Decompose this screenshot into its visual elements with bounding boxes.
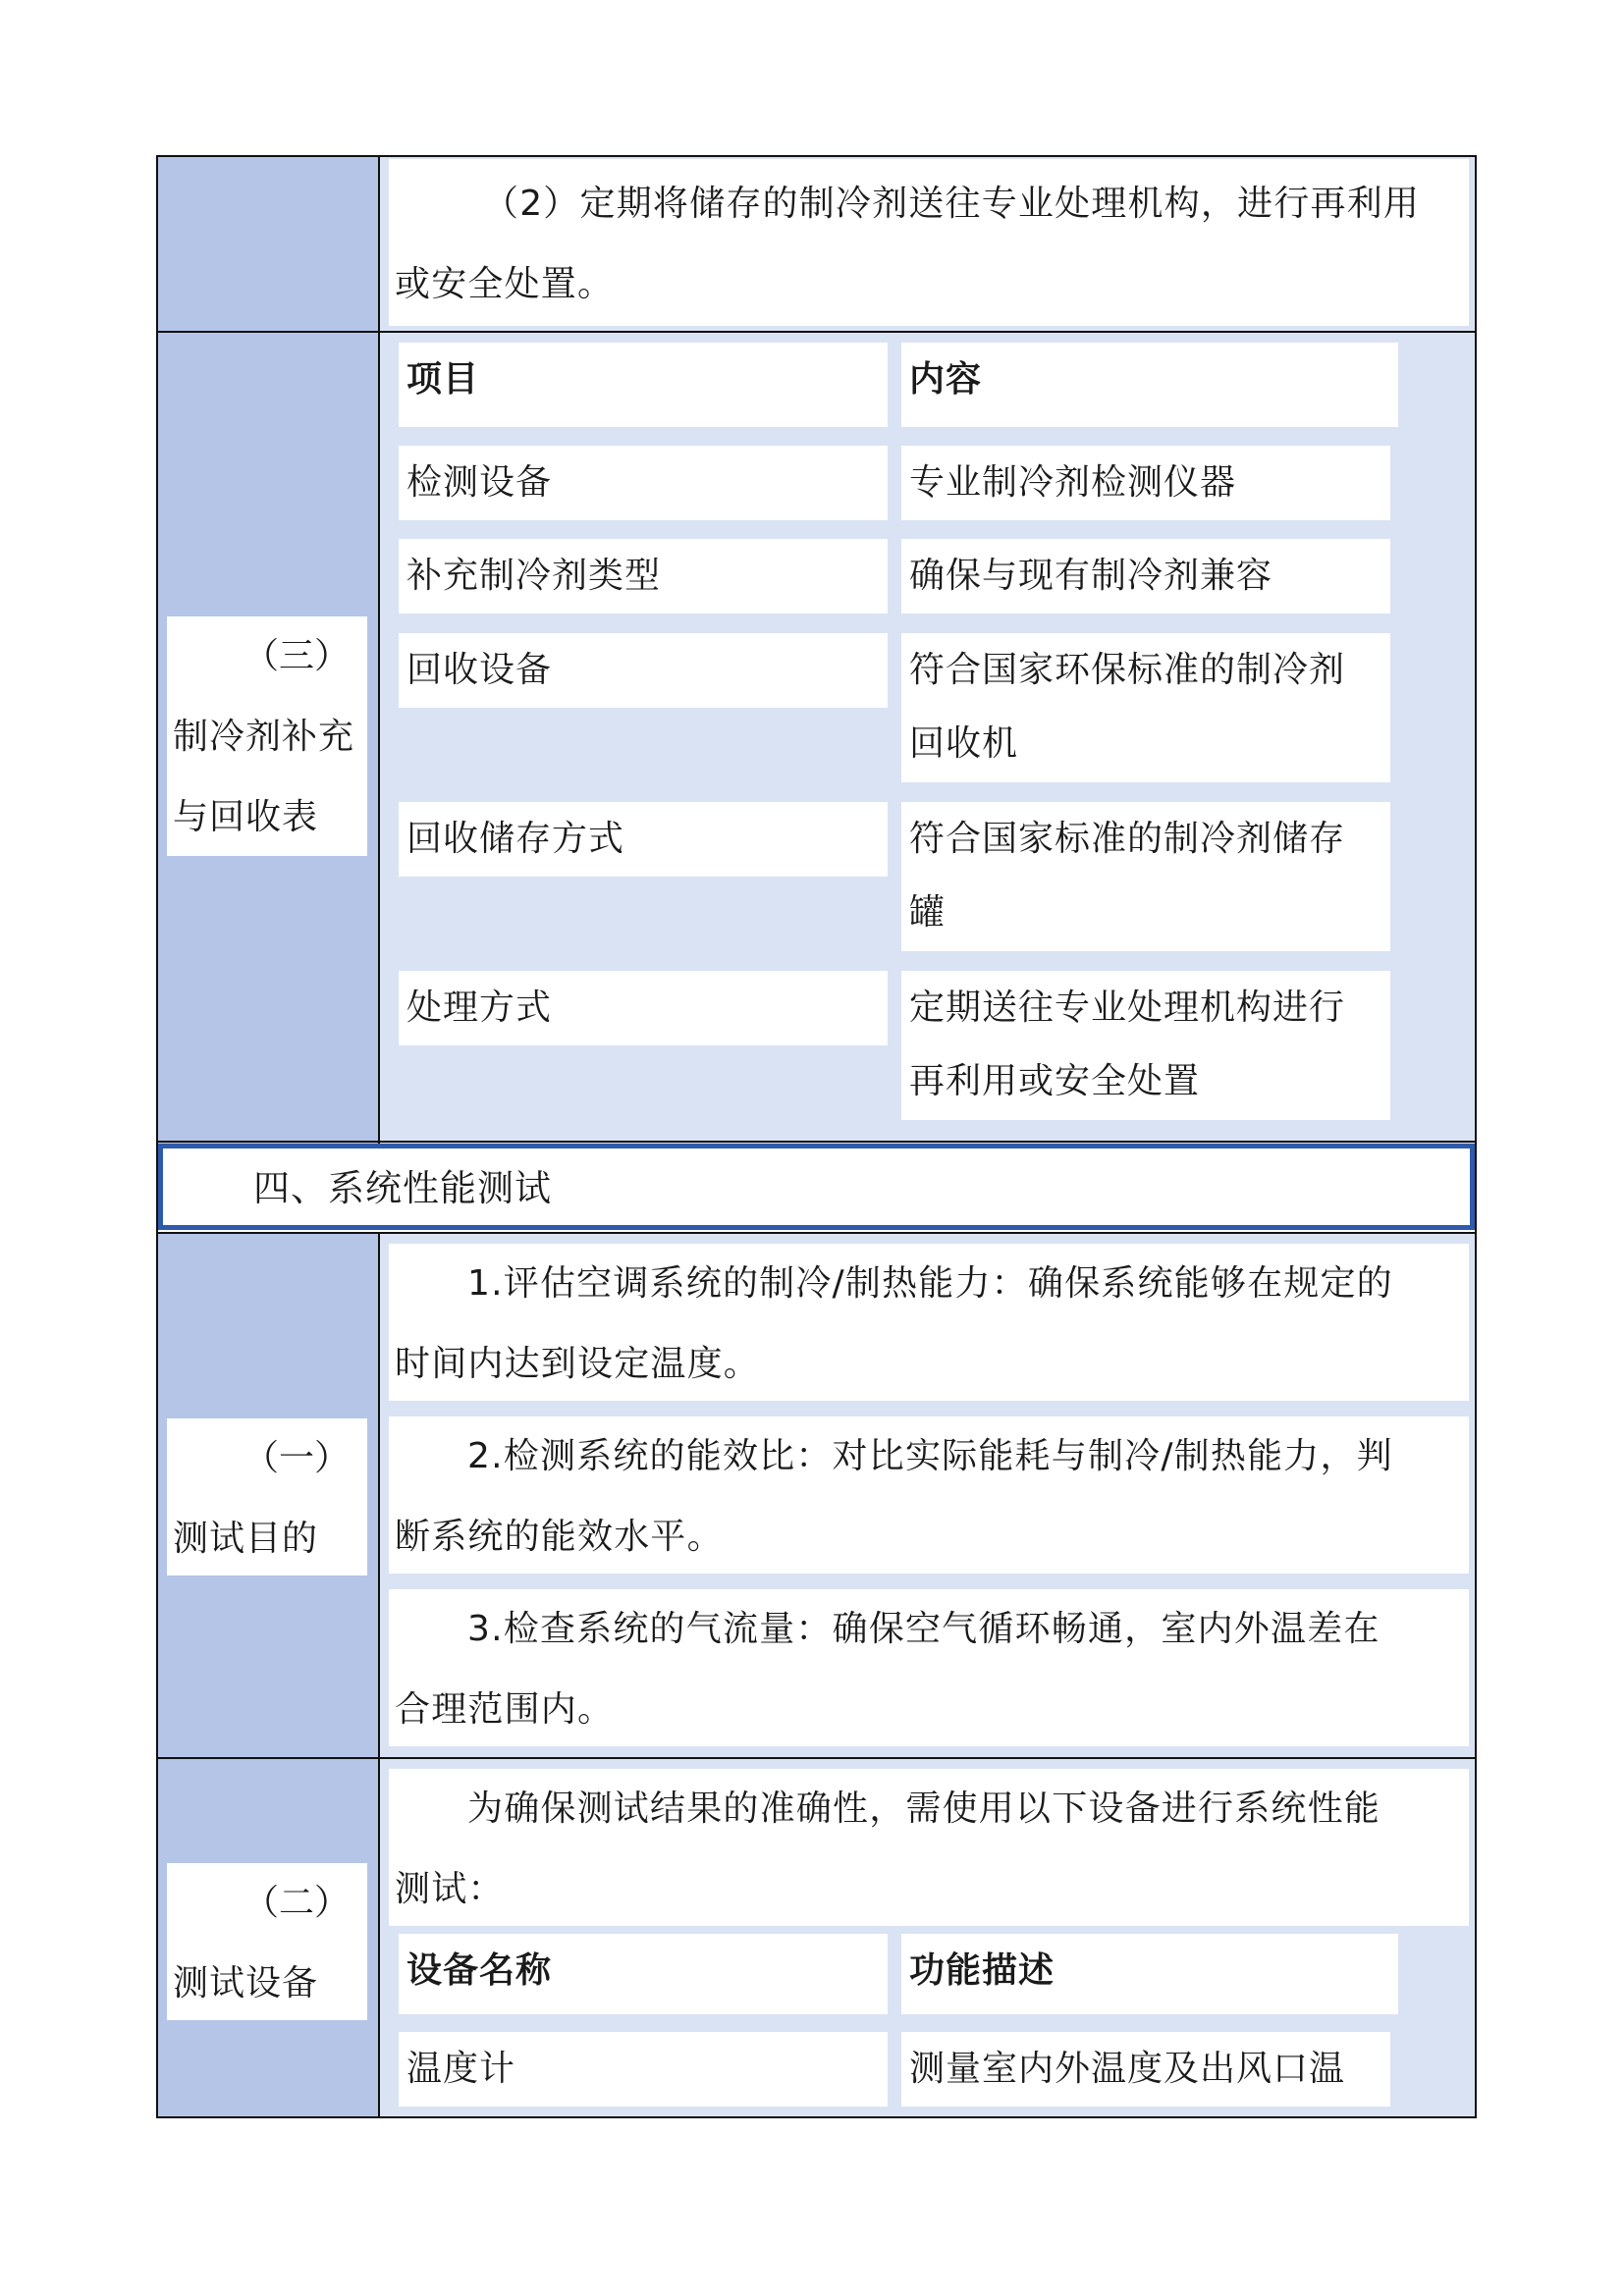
equipment-header-name: 设备名称 (399, 1934, 888, 2014)
label-line1: 制冷剂补充 (173, 717, 355, 757)
disposal-paragraph-box (389, 159, 1469, 326)
table-cell-item: 回收储存方式 (399, 802, 888, 877)
purpose-item: 1.评估空调系统的制冷/制热能力：确保系统能够在规定的 时间内达到设定温度。 (389, 1244, 1469, 1401)
table-header-content: 内容 (901, 343, 1398, 427)
purpose-item: 3.检查系统的气流量：确保空气循环畅通，室内外温差在 合理范围内。 (389, 1589, 1469, 1746)
column-divider-lower (378, 1232, 380, 2116)
table-header-item: 项目 (399, 343, 888, 427)
table-cell-content: 符合国家标准的制冷剂储存 罐 (901, 802, 1390, 951)
disposal-paragraph-line1: （2）定期将储存的制冷剂送往专业处理机构，进行再利用 (483, 184, 1421, 224)
purpose-label (167, 1418, 367, 1575)
table-cell-content: 符合国家环保标准的制冷剂 回收机 (901, 633, 1390, 782)
table-cell-item: 回收设备 (399, 633, 888, 708)
label-number: （二） (243, 1883, 350, 1923)
row-divider (156, 1232, 1477, 1234)
label-text: 测试设备 (173, 1963, 319, 2003)
row-divider (156, 331, 1477, 333)
label-text: 测试目的 (173, 1519, 319, 1559)
label-number: （三） (243, 636, 350, 676)
table-cell-content: 专业制冷剂检测仪器 (901, 446, 1390, 520)
purpose-item: 2.检测系统的能效比：对比实际能耗与制冷/制热能力，判 断系统的能效水平。 (389, 1416, 1469, 1574)
disposal-paragraph-line2: 或安全处置。 (395, 264, 615, 304)
column-divider-upper (378, 157, 380, 1144)
equipment-cell-desc: 测量室内外温度及出风口温 (901, 2032, 1390, 2107)
label-line2: 与回收表 (173, 797, 319, 837)
equipment-cell-name: 温度计 (399, 2032, 888, 2107)
refrigerant-table-label (167, 616, 367, 856)
table-cell-item: 处理方式 (399, 971, 888, 1045)
section-heading (158, 1144, 1475, 1230)
equipment-intro: 为确保测试结果的准确性，需使用以下设备进行系统性能 测试： (389, 1769, 1469, 1926)
table-cell-content: 确保与现有制冷剂兼容 (901, 539, 1390, 614)
equipment-header-desc: 功能描述 (901, 1934, 1398, 2014)
table-cell-item: 检测设备 (399, 446, 888, 520)
table-cell-content: 定期送往专业处理机构进行 再利用或安全处置 (901, 971, 1390, 1120)
section-title: 四、系统性能测试 (253, 1167, 552, 1209)
row-divider (156, 1141, 1477, 1143)
row-divider (156, 1757, 1477, 1759)
label-number: （一） (243, 1438, 350, 1478)
table-cell-item: 补充制冷剂类型 (399, 539, 888, 614)
equipment-label (167, 1863, 367, 2020)
